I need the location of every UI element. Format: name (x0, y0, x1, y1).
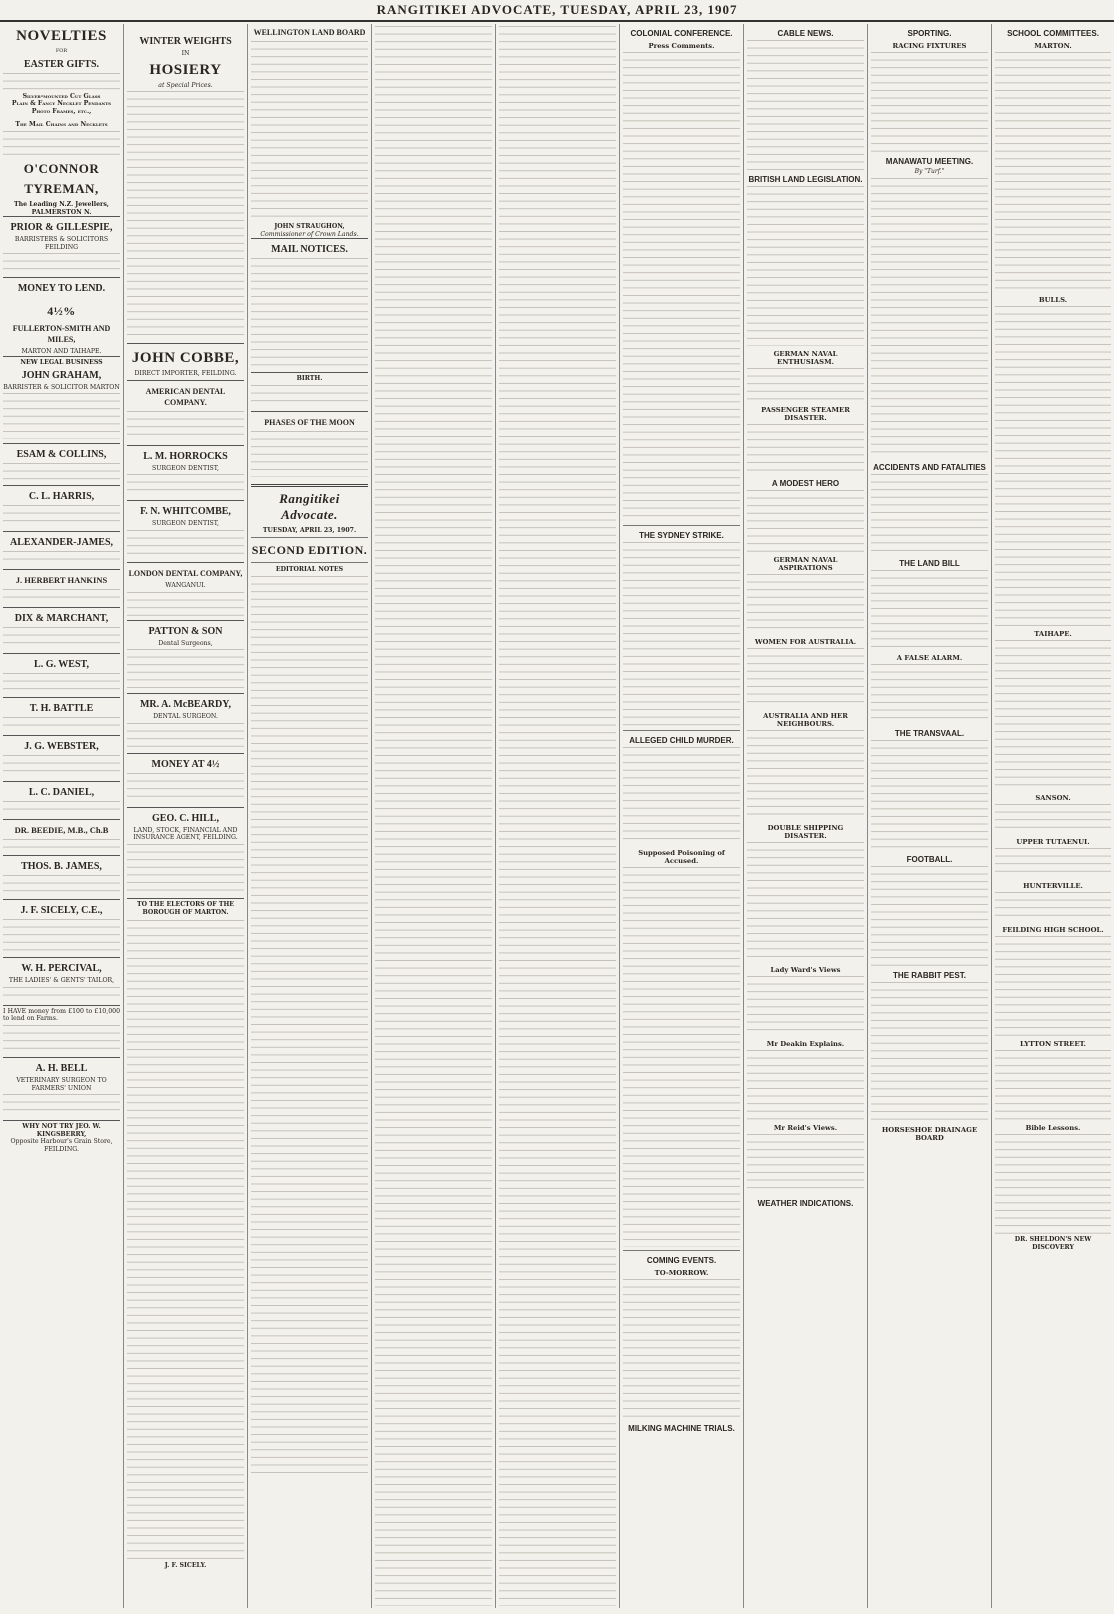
novelties-title: NOVELTIES (16, 28, 107, 44)
graham-heading: JOHN GRAHAM, (21, 369, 102, 381)
paper-title: Rangitikei Advocate. (279, 490, 340, 522)
novelties-text (3, 73, 120, 91)
upper-tutaenui-heading: UPPER TUTAENUI. (1016, 838, 1090, 846)
special-prices: at Special Prices. (158, 81, 213, 89)
battle-heading: T. H. BATTLE (29, 703, 94, 715)
horseshoe-heading: HORSESHOE DRAINAGE BOARD (881, 1125, 978, 1142)
hosiery-heading: HOSIERY (149, 61, 222, 78)
legal-heading: NEW LEGAL BUSINESS (20, 358, 103, 366)
lytton-street-heading: LYTTON STREET. (1019, 1040, 1087, 1048)
daniel-heading: L. C. DANIEL, (28, 787, 95, 799)
feilding-high-heading: FEILDING HIGH SCHOOL. (1002, 926, 1104, 934)
graham-sub: BARRISTER & SOLICITOR MARTON (3, 383, 120, 391)
passenger-steamer-heading: PASSENGER STEAMER DISASTER. (761, 406, 850, 422)
accidents-heading: ACCIDENTS AND FATALITIES (873, 462, 986, 472)
racing-fixtures-heading: RACING FIXTURES (892, 42, 967, 50)
novelties-sub: EASTER GIFTS. (23, 58, 100, 70)
novelties-line-3: Photo Frames, etc., (31, 107, 92, 115)
editorial-text (251, 576, 368, 1476)
cobbe-heading: JOHN COBBE, (131, 350, 240, 367)
issue-date: TUESDAY, APRIL 23, 1907. (262, 526, 357, 534)
deakin-heading: Mr Deakin Explains. (766, 1040, 845, 1048)
column-4-editorial (372, 24, 496, 1608)
column-1-advertisements (0, 24, 124, 1608)
women-australia-heading: WOMEN FOR AUSTRALIA. (754, 638, 857, 646)
birth-heading: BIRTH. (296, 375, 323, 383)
percival-sub: THE LADIES' & GENTS' TAILOR, (8, 977, 115, 985)
patton-heading: PATTON & SON (148, 625, 223, 637)
fullerton-sub: MARTON AND TAIHAPE. (21, 348, 102, 356)
sydney-strike-heading: THE SYDNEY STRIKE. (639, 531, 724, 540)
percent-heading: 4½% (47, 304, 76, 319)
weather-heading: WEATHER INDICATIONS. (757, 1199, 854, 1208)
sporting-heading: SPORTING. (907, 29, 952, 38)
straughon-title: Commissioner of Crown Lands. (260, 230, 359, 238)
press-comments-heading: Press Comments. (648, 42, 715, 50)
bible-lessons-heading: Bible Lessons. (1025, 1124, 1081, 1132)
patton-sub: Dental Surgeons, (158, 639, 213, 647)
british-land-heading: BRITISH LAND LEGISLATION. (748, 175, 863, 184)
mbeardy-sub: DENTAL SURGEON. (153, 713, 218, 721)
tomorrow-heading: TO-MORROW. (654, 1269, 709, 1277)
whitcombe-sub: SURGEON DENTIST, (152, 520, 219, 528)
edition-heading: SECOND EDITION. (251, 543, 368, 558)
column-3-notices (248, 24, 372, 1608)
money-four-heading: MONEY AT 4½ (151, 758, 220, 770)
london-dental-heading: LONDON DENTAL COMPANY, (128, 568, 243, 578)
prior-heading: PRIOR & GILLESPIE, (10, 222, 113, 234)
harris-heading: C. L. HARRIS, (28, 491, 95, 503)
whitcombe-heading: F. N. WHITCOMBE, (140, 506, 231, 518)
colonial-conference-heading: COLONIAL CONFERENCE. (630, 29, 733, 38)
column-9-school-committees (992, 24, 1114, 1608)
alexander-heading: ALEXANDER-JAMES, (9, 537, 114, 549)
london-dental-sub: WANGANUI. (165, 581, 206, 589)
horrocks-heading: L. M. HORROCKS (143, 450, 228, 462)
modest-hero-heading: A MODEST HERO (771, 479, 840, 488)
novelties-line-2: Plain & Fancy Necklet Pendants (11, 100, 112, 108)
electors-heading: TO THE ELECTORS OF THE BOROUGH OF MARTON. (136, 900, 235, 916)
jewellers-line: The Leading N.Z. Jewellers, PALMERSTON N. (14, 200, 109, 216)
bulls-heading: BULLS. (1038, 296, 1068, 304)
dix-heading: DIX & MARCHANT, (14, 613, 109, 625)
essam-heading: ESAM & COLLINS, (16, 449, 107, 461)
bell-heading: A. H. BELL (35, 1062, 88, 1074)
transvaal-heading: THE TRANSVAAL. (894, 728, 965, 738)
lady-ward-heading: Lady Ward's Views (770, 966, 841, 974)
editorial-heading: EDITORIAL NOTES (275, 566, 344, 574)
column-8-sporting (868, 24, 992, 1608)
webster-heading: J. G. WEBSTER, (24, 741, 99, 753)
column-7-cable-news (744, 24, 868, 1608)
winter-heading: WINTER WEIGHTS (139, 36, 232, 47)
west-heading: L. G. WEST, (34, 659, 89, 671)
james-heading: THOS. B. JAMES, (21, 861, 102, 873)
moon-phases-heading: PHASES OF THE MOON (264, 417, 355, 427)
straughon-name: JOHN STRAUGHON, (274, 223, 345, 230)
hill-heading: GEO. C. HILL, (152, 812, 219, 824)
reid-heading: Mr Reid's Views. (773, 1124, 838, 1132)
marton-heading: MARTON. (1034, 42, 1072, 50)
mail-notices-heading: MAIL NOTICES. (271, 244, 348, 256)
cobbe-sub: DIRECT IMPORTER, FEILDING. (134, 370, 237, 378)
electors-signature: J. F. SICELY. (164, 1562, 207, 1570)
beedie-heading: DR. BEEDIE, M.B., Ch.B (14, 825, 109, 836)
bell-sub: VETERINARY SURGEON TO FARMERS' UNION (16, 1076, 107, 1092)
hunterville-heading: HUNTERVILLE. (1023, 882, 1083, 890)
land-bill-heading: THE LAND BILL (899, 558, 960, 568)
coming-events-heading: COMING EVENTS. (646, 1256, 717, 1265)
german-enthusiasm-heading: GERMAN NAVAL ENTHUSIASM. (773, 350, 838, 366)
sanson-heading: SANSON. (1035, 794, 1071, 802)
kingsberry-sub: Opposite Harbour's Grain Store, FEILDING. (10, 1138, 113, 1153)
tyreman-heading: TYREMAN, (24, 180, 99, 196)
school-committees-heading: SCHOOL COMMITTEES. (1007, 29, 1099, 38)
hill-sub: LAND, STOCK, FINANCIAL AND INSURANCE AGENT, FEILDING. (133, 826, 238, 842)
money-heading: MONEY TO LEND. (17, 283, 106, 295)
fullerton-heading: FULLERTON-SMITH AND MILES, (12, 324, 111, 345)
american-dental-heading: AMERICAN DENTAL COMPANY. (145, 386, 226, 407)
mbeardy-heading: MR. A. McBEARDY, (139, 699, 231, 711)
masthead: RANGITIKEI ADVOCATE, TUESDAY, APRIL 23, 1907 (0, 0, 1114, 22)
winter-in: IN (181, 50, 190, 57)
novelties-line-4: The Mail Chains and Necklets (15, 121, 108, 129)
double-shipping-heading: DOUBLE SHIPPING DISASTER. (767, 824, 844, 840)
novelties-for: FOR (55, 48, 68, 54)
taihape-heading: TAIHAPE. (1034, 630, 1072, 638)
land-board-heading: WELLINGTON LAND BOARD (253, 28, 366, 37)
novelties-line-1: Silver-mounted Cut Glass (22, 92, 101, 100)
sheldon-heading: DR. SHELDON'S NEW DISCOVERY (1014, 1236, 1092, 1251)
milking-trials-heading: MILKING MACHINE TRIALS. (628, 1424, 735, 1433)
hankins-heading: J. HERBERT HANKINS (15, 575, 108, 586)
column-2-advertisements (124, 24, 248, 1608)
lend-notice: I HAVE money from £100 to £10,000 to lend on Farms. (3, 1007, 120, 1023)
prior-sub: BARRISTERS & SOLICITORS FEILDING (14, 236, 109, 251)
electors-letter (127, 920, 244, 1560)
column-5-editorial (496, 24, 620, 1608)
horrocks-sub: SURGEON DENTIST, (152, 464, 219, 472)
kingsberry-heading: WHY NOT TRY JEO. W. KINGSBERRY, (22, 1123, 101, 1138)
neighbours-heading: AUSTRALIA AND HER NEIGHBOURS. (763, 712, 848, 728)
child-murder-heading: ALLEGED CHILD MURDER. (629, 736, 734, 745)
false-alarm-heading: A FALSE ALARM. (896, 653, 963, 662)
percival-heading: W. H. PERCIVAL, (21, 963, 102, 975)
by-turf: By "Turf." (914, 168, 945, 175)
naval-aspirations-heading: GERMAN NAVAL ASPIRATIONS (773, 556, 838, 572)
cable-news-heading: CABLE NEWS. (777, 29, 834, 38)
football-heading: FOOTBALL. (906, 854, 953, 864)
poisoning-heading: Supposed Poisoning of Accused. (638, 849, 725, 865)
rabbit-pest-heading: THE RABBIT PEST. (893, 970, 966, 980)
column-6-news (620, 24, 744, 1608)
manawatu-heading: MANAWATU MEETING. (885, 157, 974, 166)
oconnor-heading: O'CONNOR (23, 160, 100, 176)
sicely-heading: J. F. SICELY, C.E., (20, 905, 103, 917)
